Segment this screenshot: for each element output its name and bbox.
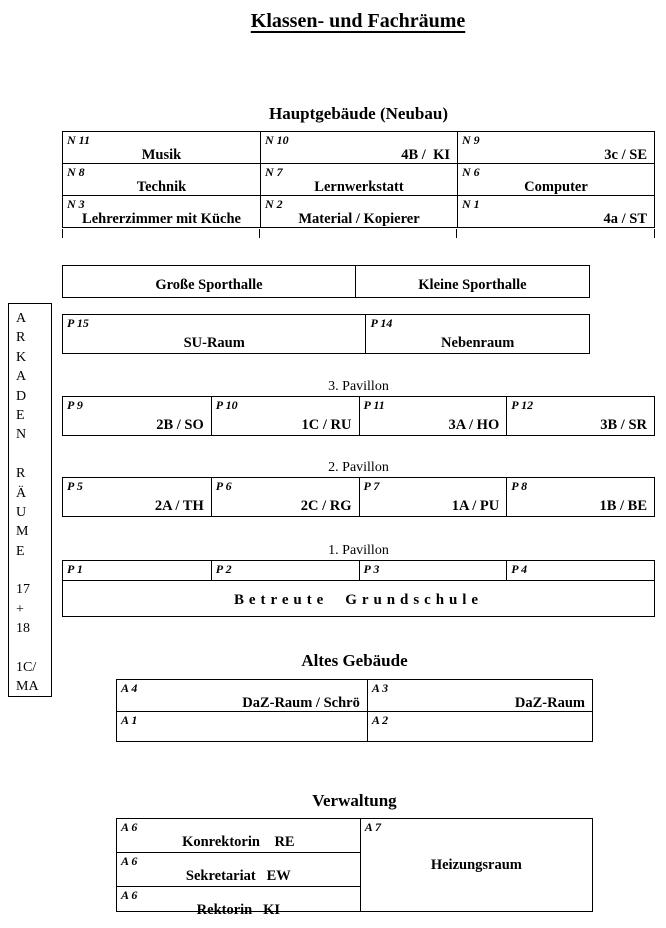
pavillon2-table [62, 477, 655, 517]
room-n3 [63, 196, 260, 227]
room-p12-label: P 12 [511, 398, 534, 412]
room-a3-label: A 3 [371, 681, 389, 695]
room-n9-name: 3c / SE [604, 147, 647, 163]
hauptgebaeude-heading: Hauptgebäude (Neubau) [268, 104, 448, 123]
room-n2-name: Material / Kopierer [298, 211, 420, 227]
room-p15-name: SU-Raum [183, 335, 245, 351]
room-a4-name: DaZ-Raum / Schrö [242, 695, 360, 711]
room-a3 [367, 680, 592, 711]
page-title: Klassen- und Fachräume [250, 10, 466, 32]
room-n7 [260, 164, 457, 195]
pavillon1-table [62, 560, 655, 617]
altes-gebaeude-heading: Altes Gebäude [301, 651, 408, 670]
pavillon3-table [62, 396, 655, 436]
verwaltung-heading: Verwaltung [312, 791, 397, 810]
room-n10-name: 4B / KI [401, 147, 450, 163]
room-a1-label: A 1 [121, 713, 138, 727]
pavillon2-heading: 2. Pavillon [328, 460, 389, 475]
betreute-grundschule-banner: Betreute Grundschule [233, 592, 484, 608]
kleine-sporthalle-name: Kleine Sporthalle [418, 277, 527, 293]
room-p6-label: P 6 [215, 479, 232, 493]
sidebar-line: K [16, 349, 27, 365]
room-a3-name: DaZ-Raum [514, 695, 585, 711]
room-p12 [506, 397, 654, 435]
room-p9 [63, 397, 211, 435]
grosse-sporthalle-cell [63, 266, 355, 297]
room-p4 [506, 561, 654, 580]
room-p2-label: P 2 [215, 562, 232, 576]
room-p9-label: P 9 [67, 398, 83, 412]
room-p8-name: 1B / BE [599, 498, 647, 514]
room-p9-name: 2B / SO [156, 417, 204, 433]
pavillon3-heading: 3. Pavillon [328, 379, 389, 394]
room-a4 [117, 680, 367, 711]
room-n3-name: Lehrerzimmer mit Küche [82, 211, 241, 227]
sidebar-line: M [16, 524, 29, 540]
room-p14-label: P 14 [370, 316, 393, 330]
pavillon1-heading: 1. Pavillon [328, 543, 389, 558]
sidebar-line: R [16, 466, 26, 482]
room-a6-konrektorin-name: Konrektorin RE [182, 834, 295, 850]
room-a6-sekretariat [117, 852, 360, 886]
room-p2 [211, 561, 359, 580]
room-p14-name: Nebenraum [441, 335, 515, 351]
room-p7 [359, 478, 507, 516]
room-a6-rektorin-name: Rektorin KI [196, 902, 281, 918]
room-a7-name: Heizungsraum [430, 857, 522, 873]
room-p1-label: P 1 [67, 562, 83, 576]
verwaltung-table [116, 818, 593, 918]
room-p10 [211, 397, 359, 435]
room-a1 [117, 712, 367, 741]
room-a6-rektorin-label: A 6 [121, 888, 138, 902]
room-p8 [506, 478, 654, 516]
room-p15-label: P 15 [67, 316, 89, 330]
sidebar-line: + [16, 601, 24, 617]
room-p6 [211, 478, 359, 516]
room-n10-label: N 10 [265, 133, 289, 147]
room-a6-sekretariat-label: A 6 [121, 854, 138, 868]
hauptgebaeude-table [62, 131, 655, 228]
room-a6-rektorin [117, 886, 360, 920]
room-p15 [63, 315, 365, 353]
arkaden-raeume-sidebar [8, 303, 52, 697]
room-p1 [63, 561, 211, 580]
room-a2-label: A 2 [371, 713, 389, 727]
sidebar-line: 17 [16, 582, 30, 598]
sidebar-line: E [16, 407, 25, 423]
room-a6-konrektorin [117, 819, 360, 852]
room-n9-label: N 9 [462, 133, 480, 147]
room-p10-label: P 10 [215, 398, 238, 412]
sidebar-line: N [16, 427, 27, 443]
sidebar-line [16, 561, 51, 580]
room-n7-name: Lernwerkstatt [314, 179, 404, 195]
room-n1 [457, 196, 654, 227]
grosse-sporthalle-name: Große Sporthalle [155, 277, 263, 293]
room-p8-label: P 8 [511, 479, 528, 493]
room-n1-label: N 1 [462, 197, 480, 211]
kleine-sporthalle-cell [355, 266, 589, 297]
room-n7-label: N 7 [265, 165, 283, 179]
room-p11-name: 3A / HO [448, 417, 500, 433]
room-n6 [457, 164, 654, 195]
room-p7-label: P 7 [363, 479, 380, 493]
room-n6-label: N 6 [462, 165, 480, 179]
room-p10-name: 1C / RU [301, 417, 352, 433]
sidebar-line: A [16, 369, 27, 385]
room-n8-name: Technik [136, 179, 187, 195]
room-p12-name: 3B / SR [600, 417, 647, 433]
room-p5-label: P 5 [67, 479, 83, 493]
room-n3-label: N 3 [67, 197, 85, 211]
nebenraeume-table [62, 314, 590, 354]
room-n10 [260, 132, 457, 163]
room-p7-name: 1A / PU [451, 498, 500, 514]
room-a7 [361, 819, 592, 911]
sidebar-line: 1C/ [16, 660, 37, 676]
room-p5-name: 2A / TH [154, 498, 204, 514]
room-p11 [359, 397, 507, 435]
room-p5 [63, 478, 211, 516]
room-n8-label: N 8 [67, 165, 85, 179]
sidebar-line [16, 445, 51, 464]
sidebar-line: 18 [16, 621, 30, 637]
room-p14 [365, 315, 589, 353]
room-n8 [63, 164, 260, 195]
room-a7-label: A 7 [364, 820, 382, 834]
sidebar-line: Ä [16, 485, 27, 501]
room-a4-label: A 4 [121, 681, 138, 695]
sidebar-line: E [16, 543, 25, 559]
room-n6-name: Computer [524, 179, 588, 195]
room-n2 [260, 196, 457, 227]
room-p3-label: P 3 [363, 562, 380, 576]
altes-gebaeude-table [116, 679, 593, 742]
room-a6-konrektorin-label: A 6 [121, 820, 138, 834]
clipped-row-border-fragment [62, 229, 655, 238]
room-n11-label: N 11 [67, 133, 91, 147]
room-a6-sekretariat-name: Sekretariat EW [185, 868, 291, 884]
sidebar-line: D [16, 388, 27, 404]
sidebar-line [16, 639, 51, 658]
sidebar-line: U [16, 504, 27, 520]
room-p6-name: 2C / RG [300, 498, 352, 514]
room-p4-label: P 4 [511, 562, 528, 576]
room-n11 [63, 132, 260, 163]
room-n11-name: Musik [141, 147, 182, 163]
sidebar-line: MA [16, 679, 39, 695]
room-p3 [359, 561, 507, 580]
sporthallen-table [62, 265, 590, 298]
room-n2-label: N 2 [265, 197, 283, 211]
room-p11-label: P 11 [363, 398, 385, 412]
room-n1-name: 4a / ST [603, 211, 647, 227]
sidebar-line: A [16, 311, 27, 326]
room-n9 [457, 132, 654, 163]
verwaltung-left-column [117, 819, 361, 918]
room-a2 [367, 712, 592, 741]
sidebar-line: R [16, 330, 26, 346]
